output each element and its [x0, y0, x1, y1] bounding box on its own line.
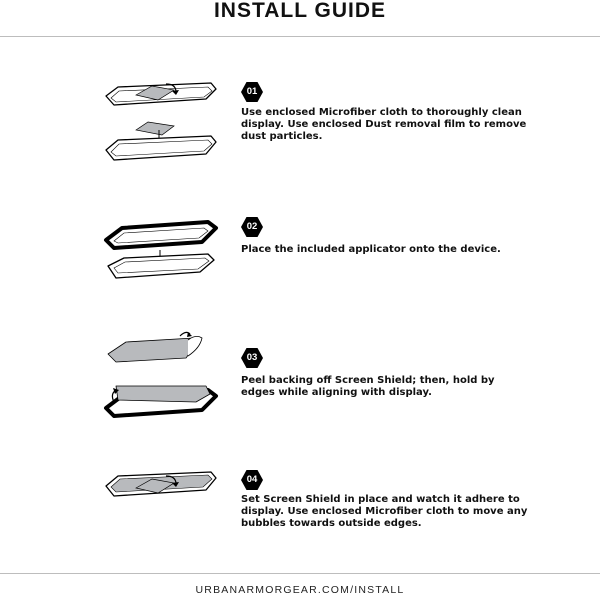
step-3-text: Peel backing off Screen Shield; then, hold by edges while aligning with display. [241, 375, 495, 398]
page-title: INSTALL GUIDE [213, 0, 387, 22]
step-2-text: Place the included applicator onto the device. [241, 244, 501, 255]
step-2-illustration [96, 206, 226, 306]
step-3-illustration [96, 330, 226, 430]
step-2-number: 02 [246, 221, 258, 232]
step-4-number: 04 [246, 474, 258, 485]
step-3-badge [241, 348, 263, 368]
step-3-number: 03 [246, 352, 258, 363]
footer-url[interactable]: URBANARMORGEAR.COM/INSTALL [195, 584, 405, 596]
top-divider [0, 36, 600, 37]
step-1-number: 01 [246, 86, 258, 97]
step-4-badge [241, 470, 263, 490]
step-4-illustration [96, 452, 226, 552]
step-4-text: Set Screen Shield in place and watch it adhere to display. Use enclosed Microfiber cloth to move any bubbles towards outside edges. [241, 494, 528, 529]
step-1-text: Use enclosed Microfiber cloth to thoroughly clean display. Use enclosed Dust removal film to remove dust particles. [241, 107, 527, 142]
bottom-divider [0, 573, 600, 574]
step-1-badge [241, 82, 263, 102]
step-1-illustration [96, 72, 226, 172]
step-2-badge [241, 217, 263, 237]
